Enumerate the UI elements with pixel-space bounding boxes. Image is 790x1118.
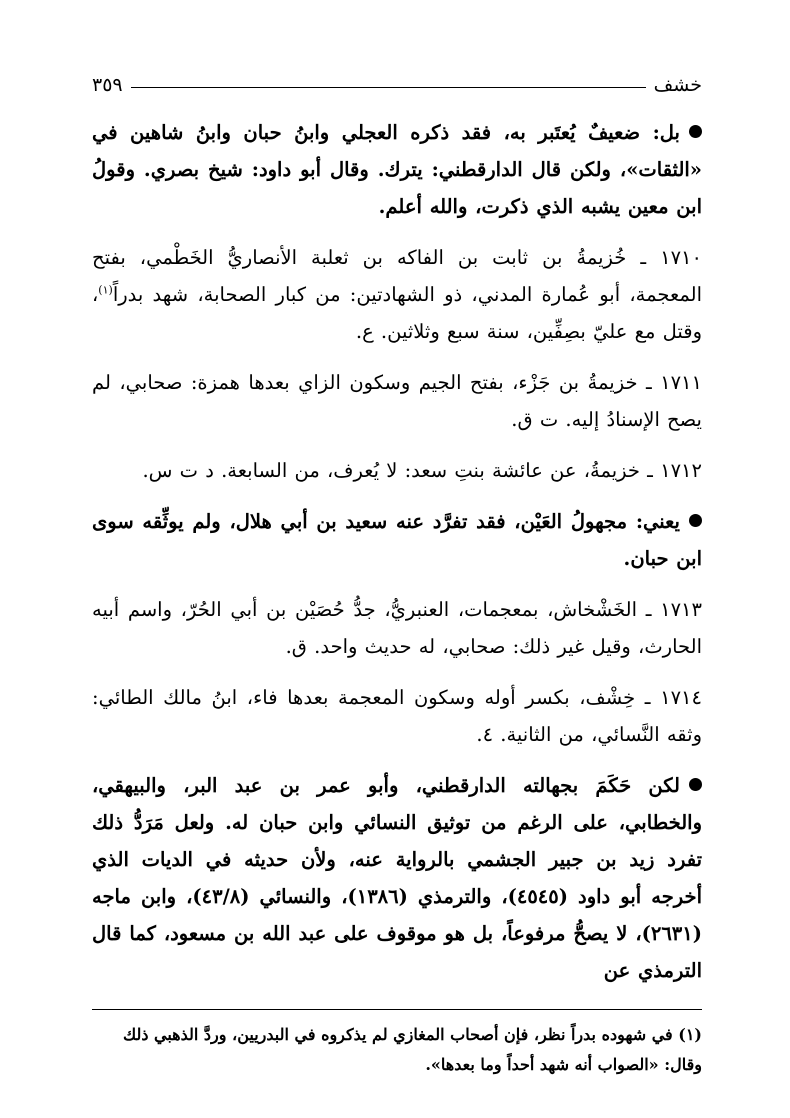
narrator-entry-1711 [92,364,702,438]
book-page [92,70,702,1080]
commentary-paragraph [92,114,702,225]
commentary-text: لكن حَكَمَ بجهالته الدارقطني، وأبو عمر بن عبد البر، والبيهقي، والخطابي، على الرغم من توثيق النسائي وابن حبان له. ولعل مَرَدُّ ذلك تفرد زيد بن جبير الجشمي بالرواية عنه، ولأن حديثه في الديات الذي أخرجه أبو داود (٤٥٤٥)، والترمذي (١٣٨٦)، والنسائي (٤٣/٨)، وابن ماجه (٢٦٣١)، لا يصحُّ مرفوعاً، بل هو موقوف على عبد الله بن مسعود، كما قال الترمذي عن [92,774,702,982]
narrator-entry-1712 [92,452,702,489]
commentary-text: يعني: مجهولُ العَيْن، فقد تفرَّد عنه سعيد بن أبي هلال، ولم يوثِّقه سوى ابن حبان. [92,510,702,570]
bullet-icon [689,125,702,138]
footnote-reference: (١) [98,283,113,297]
entry-text: ١٧١٢ ـ خزيمةُ، عن عائشة بنتِ سعد: لا يُعرف، من السابعة. د ت س. [142,459,702,482]
entry-text: ١٧١١ ـ خزيمةُ بن جَزْء، بفتح الجيم وسكون الزاي بعدها همزة: صحابي، لم يصح الإسنادُ إليه. ت ق. [92,371,702,431]
footnote: (١) في شهوده بدراً نظر، فإن أصحاب المغازي لم يذكروه في البدريين، وردَّ الذهبي ذلك وقال: «الصواب أنه شهد أحداً وما بعدها». [122,1025,702,1074]
running-header [92,70,702,100]
narrator-entry-1714 [92,679,702,753]
entry-text: ١٧١٤ ـ خِشْف، بكسر أوله وسكون المعجمة بعدها فاء، ابنُ مالك الطائي: وثقه النَّسائي، من الثانية. ٤. [92,686,702,746]
narrator-entry-1713 [92,591,702,665]
bullet-icon [689,514,702,527]
narrator-entry-1710 [92,239,702,350]
bullet-icon [689,778,702,791]
entry-text-continued: ، وقتل مع عليّ بصِفِّين، سنة سبع وثلاثين. ع. [92,283,702,343]
page-body [92,114,702,989]
page-number: ٣٥٩ [92,74,123,96]
commentary-paragraph [92,767,702,989]
commentary-text: بل: ضعيفٌ يُعتَبر به، فقد ذكره العجلي وابنُ حبان وابنُ شاهين في «الثقات»، ولكن قال الدارقطني: يترك. وقال أبو داود: شيخ بصري. وقولُ ابن معين يشبه الذي ذكرت، والله أعلم. [92,121,702,218]
entry-text: ١٧١٠ ـ خُزيمةُ بن ثابت بن الفاكه بن ثعلبة الأنصاريُّ الخَطْمي، بفتح المعجمة، أبو عُمارة المدني، ذو الشهادتين: من كبار الصحابة، شهد بدراً [92,246,702,306]
entry-text: ١٧١٣ ـ الخَشْخاش، بمعجمات، العنبريُّ، جدُّ حُصَيْن بن أبي الحُرّ، واسم أبيه الحارث، وقيل غير ذلك: صحابي، له حديث واحد. ق. [92,598,702,658]
header-title: خشف [653,74,702,96]
footnote-divider [92,1009,702,1010]
commentary-paragraph [92,503,702,577]
header-rule [131,87,646,88]
